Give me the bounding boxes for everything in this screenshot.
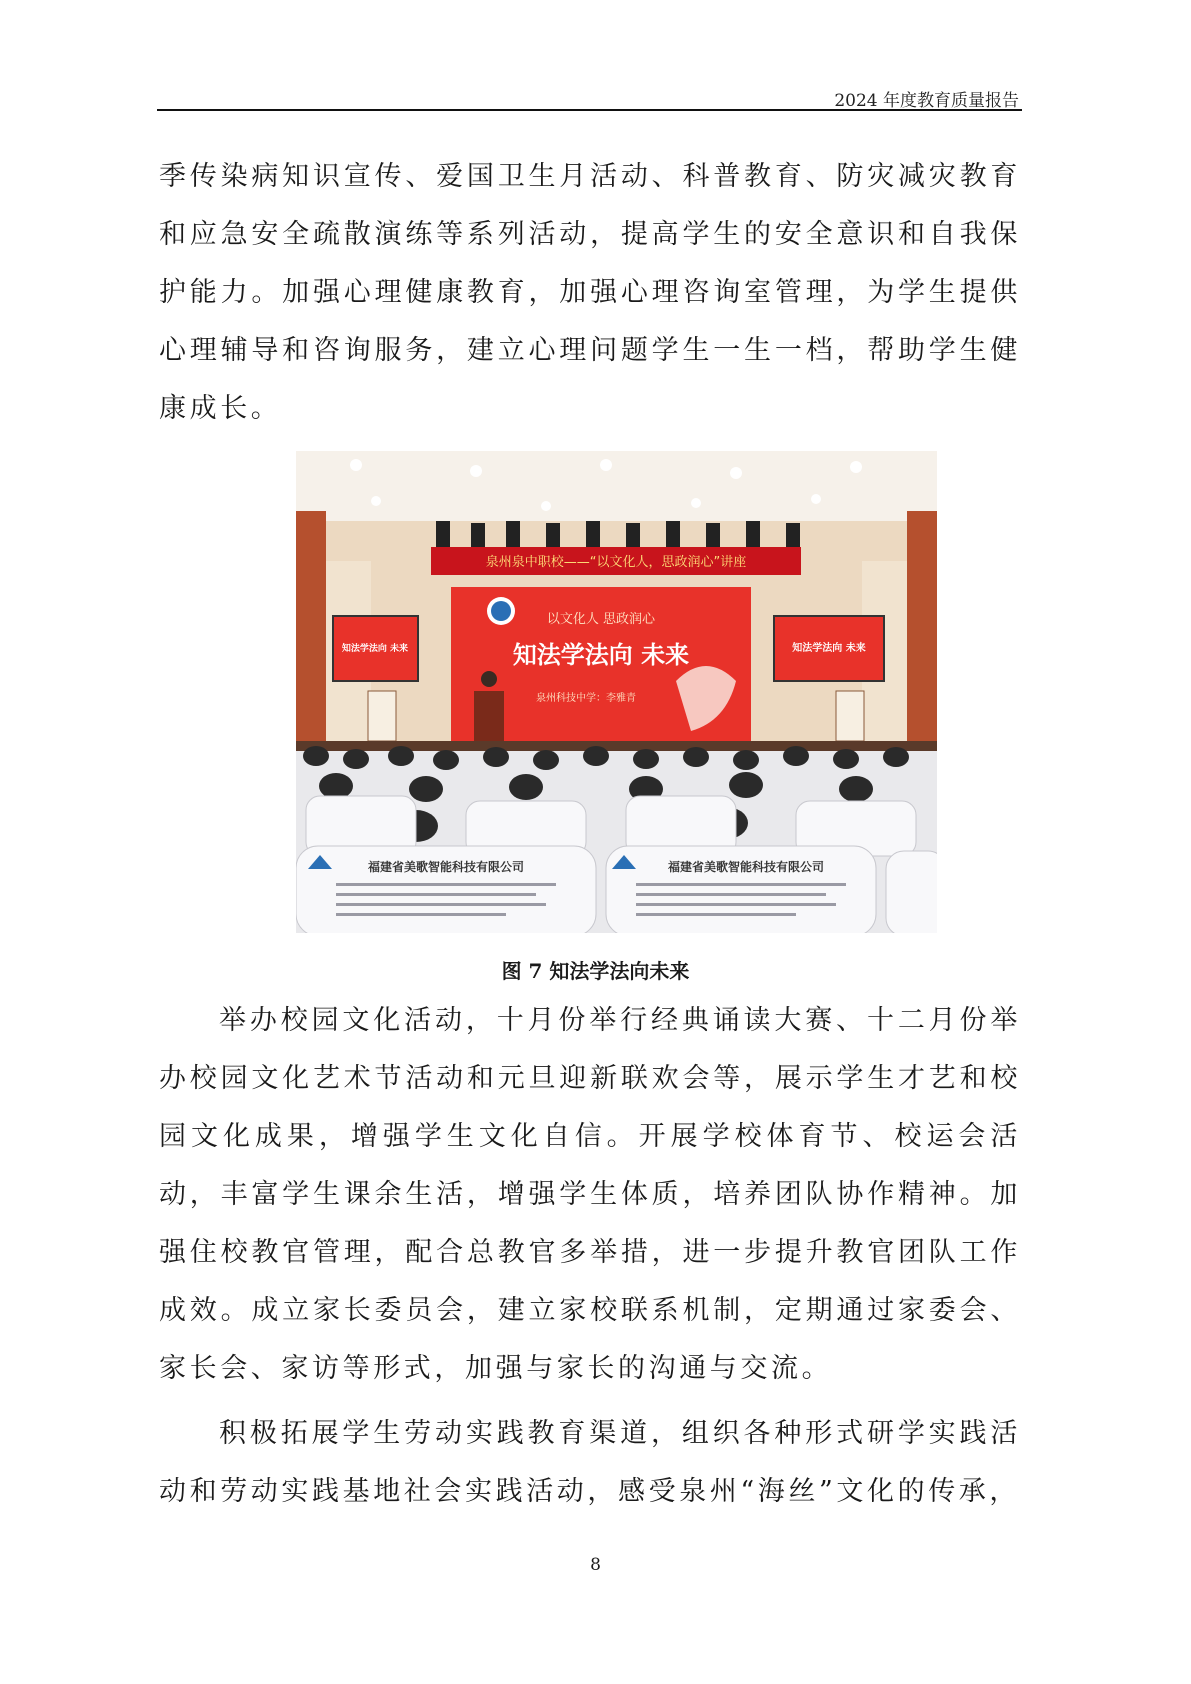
side-screen-right-title: 知法学法向 未来 [792, 643, 866, 654]
page-number: 8 [590, 1555, 601, 1575]
paragraph-labor-practice: 积极拓展学生劳动实践教育渠道，组织各种形式研学实践活动和劳动实践基地社会实践活动，感受泉州“海丝”文化的传承， [159, 1418, 1021, 1507]
figure-photo [296, 451, 937, 933]
banner-text: 泉州泉中职校——“以文化人，思政润心”讲座 [485, 555, 747, 570]
seat-cover-company-right: 福建省美歌智能科技有限公司 [667, 860, 825, 874]
screen-subtitle: 以文化人 思政润心 [546, 612, 656, 627]
screen-title: 知法学法向 未来 [512, 641, 690, 669]
figure-caption: 图 7 知法学法向未来 [501, 959, 690, 983]
auditorium-photo [296, 451, 937, 933]
header-rule [157, 109, 1022, 111]
seat-cover-company-left: 福建省美歌智能科技有限公司 [367, 860, 525, 874]
header-title: 2024 年度教育质量报告 [834, 91, 1019, 111]
paragraph-continued: 季传染病知识宣传、爱国卫生月活动、科普教育、防灾减灾教育和应急安全疏散演练等系列活动，提高学生的安全意识和自我保护能力。加强心理健康教育，加强心理咨询室管理，为学生提供心理辅导和咨询服务，建立心理问题学生一生一档，帮助学生健康成长。 [159, 161, 1021, 424]
screen-footer: 泉州科技中学：李雅青 [536, 693, 636, 704]
side-screen-left-title: 知法学法向 未来 [341, 644, 409, 654]
paragraph-campus-culture: 举办校园文化活动，十月份举行经典诵读大赛、十二月份举办校园文化艺术节活动和元旦迎新联欢会等，展示学生才艺和校园文化成果，增强学生文化自信。开展学校体育节、校运会活动，丰富学生课余生活，增强学生体质，培养团队协作精神。加强住校教官管理，配合总教官多举措，进一步提升教官团队工作成效。成立家长委员会，建立家校联系机制，定期通过家委会、家长会、家访等形式，加强与家长的沟通与交流。 [159, 1005, 1021, 1384]
